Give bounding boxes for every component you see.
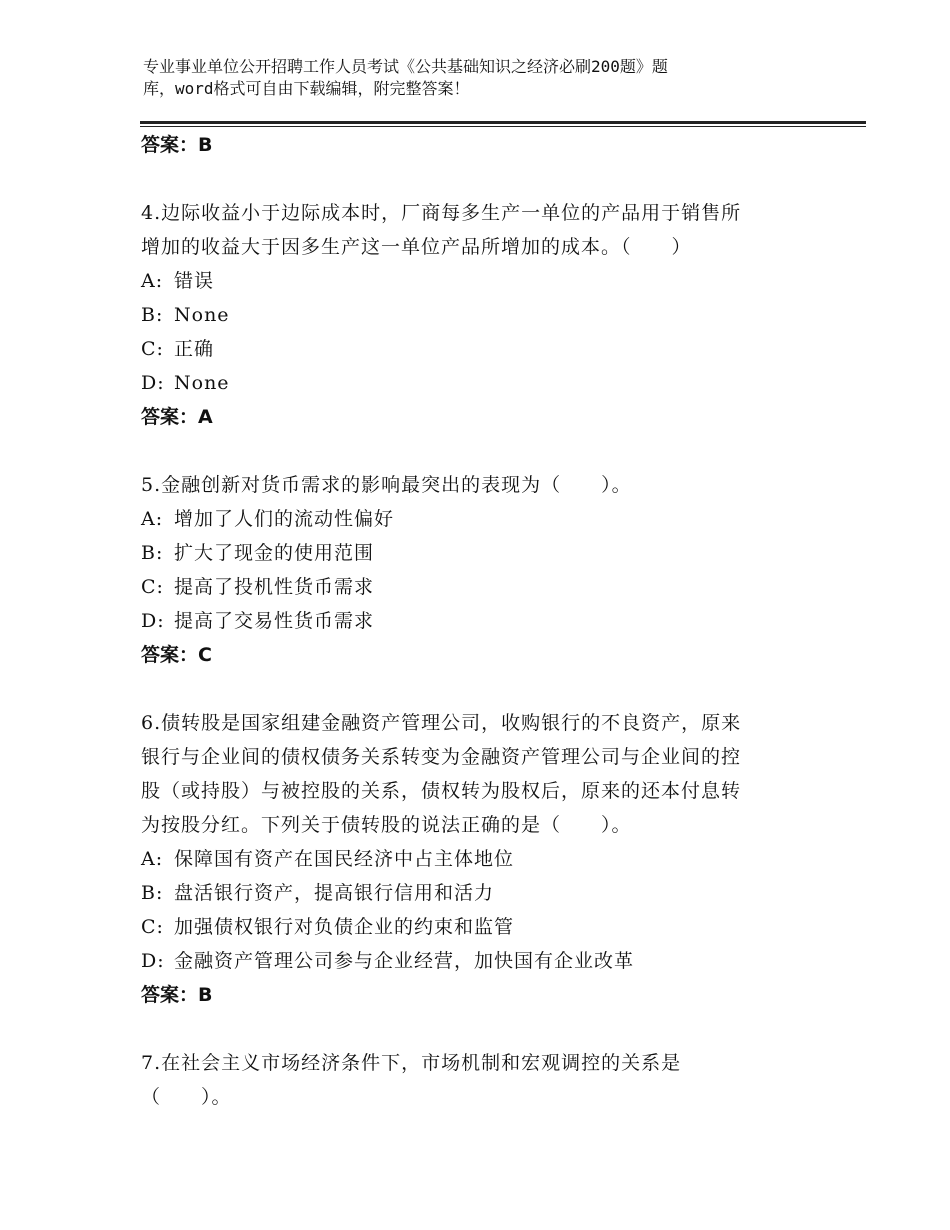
question-line: （ ）。 bbox=[141, 1086, 232, 1108]
option-letter: A: bbox=[141, 270, 164, 292]
answer-line: 答案：B bbox=[141, 984, 213, 1006]
option-letter: D: bbox=[141, 372, 165, 394]
answer-line: 答案：A bbox=[141, 406, 213, 428]
option-a bbox=[141, 264, 821, 298]
question-stem bbox=[141, 468, 821, 502]
option-letter: D: bbox=[141, 950, 165, 972]
option-c bbox=[141, 570, 821, 604]
option-letter: B: bbox=[141, 304, 164, 326]
question-5 bbox=[141, 468, 821, 672]
header-line-1: 专业事业单位公开招聘工作人员考试《公共基础知识之经济必刷200题》题 bbox=[143, 57, 668, 76]
option-letter: A: bbox=[141, 848, 164, 870]
option-text: 盘活银行资产，提高银行信用和活力 bbox=[174, 882, 495, 904]
option-text: 加强债权银行对负债企业的约束和监管 bbox=[174, 916, 515, 938]
question-line: 为按股分红。下列关于债转股的说法正确的是（ ）。 bbox=[141, 814, 632, 836]
option-text: 扩大了现金的使用范围 bbox=[174, 542, 375, 564]
option-text: None bbox=[174, 372, 230, 394]
option-text: 保障国有资产在国民经济中占主体地位 bbox=[174, 848, 515, 870]
header-divider-thin bbox=[140, 126, 866, 127]
option-c bbox=[141, 332, 821, 366]
header-line-2: 库，word格式可自由下载编辑，附完整答案！ bbox=[143, 79, 470, 98]
question-stem bbox=[141, 196, 821, 264]
option-d bbox=[141, 944, 821, 978]
question-4 bbox=[141, 196, 821, 434]
question-line: 银行与企业间的债权债务关系转变为金融资产管理公司与企业间的控 bbox=[141, 746, 742, 768]
previous-answer: 答案：B bbox=[141, 134, 213, 156]
option-text: 增加了人们的流动性偏好 bbox=[174, 508, 395, 530]
question-line: 增加的收益大于因多生产这一单位产品所增加的成本。（ ） bbox=[141, 236, 692, 258]
option-letter: D: bbox=[141, 610, 165, 632]
option-letter: C: bbox=[141, 916, 164, 938]
option-letter: B: bbox=[141, 542, 164, 564]
question-7 bbox=[141, 1046, 821, 1114]
option-d bbox=[141, 604, 821, 638]
answer-line: 答案：C bbox=[141, 644, 212, 666]
question-6 bbox=[141, 706, 821, 1012]
option-letter: A: bbox=[141, 508, 164, 530]
option-a bbox=[141, 502, 821, 536]
question-stem bbox=[141, 1046, 821, 1114]
question-list bbox=[141, 128, 821, 1114]
document-header bbox=[143, 56, 783, 100]
option-letter: C: bbox=[141, 576, 164, 598]
option-a bbox=[141, 842, 821, 876]
option-text: 错误 bbox=[174, 270, 215, 292]
option-letter: C: bbox=[141, 338, 164, 360]
question-line: 5.金融创新对货币需求的影响最突出的表现为（ ）。 bbox=[141, 474, 632, 496]
option-d bbox=[141, 366, 821, 400]
option-b bbox=[141, 876, 821, 910]
question-line: 6.债转股是国家组建金融资产管理公司，收购银行的不良资产，原来 bbox=[141, 712, 742, 734]
option-text: 提高了投机性货币需求 bbox=[174, 576, 375, 598]
option-text: 提高了交易性货币需求 bbox=[174, 610, 375, 632]
header-divider-thick bbox=[140, 121, 866, 124]
question-stem bbox=[141, 706, 821, 842]
option-b bbox=[141, 298, 821, 332]
option-b bbox=[141, 536, 821, 570]
question-line: 7.在社会主义市场经济条件下，市场机制和宏观调控的关系是 bbox=[141, 1052, 682, 1074]
option-text: 金融资产管理公司参与企业经营，加快国有企业改革 bbox=[174, 950, 635, 972]
option-c bbox=[141, 910, 821, 944]
question-line: 4.边际收益小于边际成本时，厂商每多生产一单位的产品用于销售所 bbox=[141, 202, 742, 224]
question-line: 股（或持股）与被控股的关系，债权转为股权后，原来的还本付息转 bbox=[141, 780, 742, 802]
option-letter: B: bbox=[141, 882, 164, 904]
option-text: 正确 bbox=[174, 338, 215, 360]
option-text: None bbox=[174, 304, 230, 326]
